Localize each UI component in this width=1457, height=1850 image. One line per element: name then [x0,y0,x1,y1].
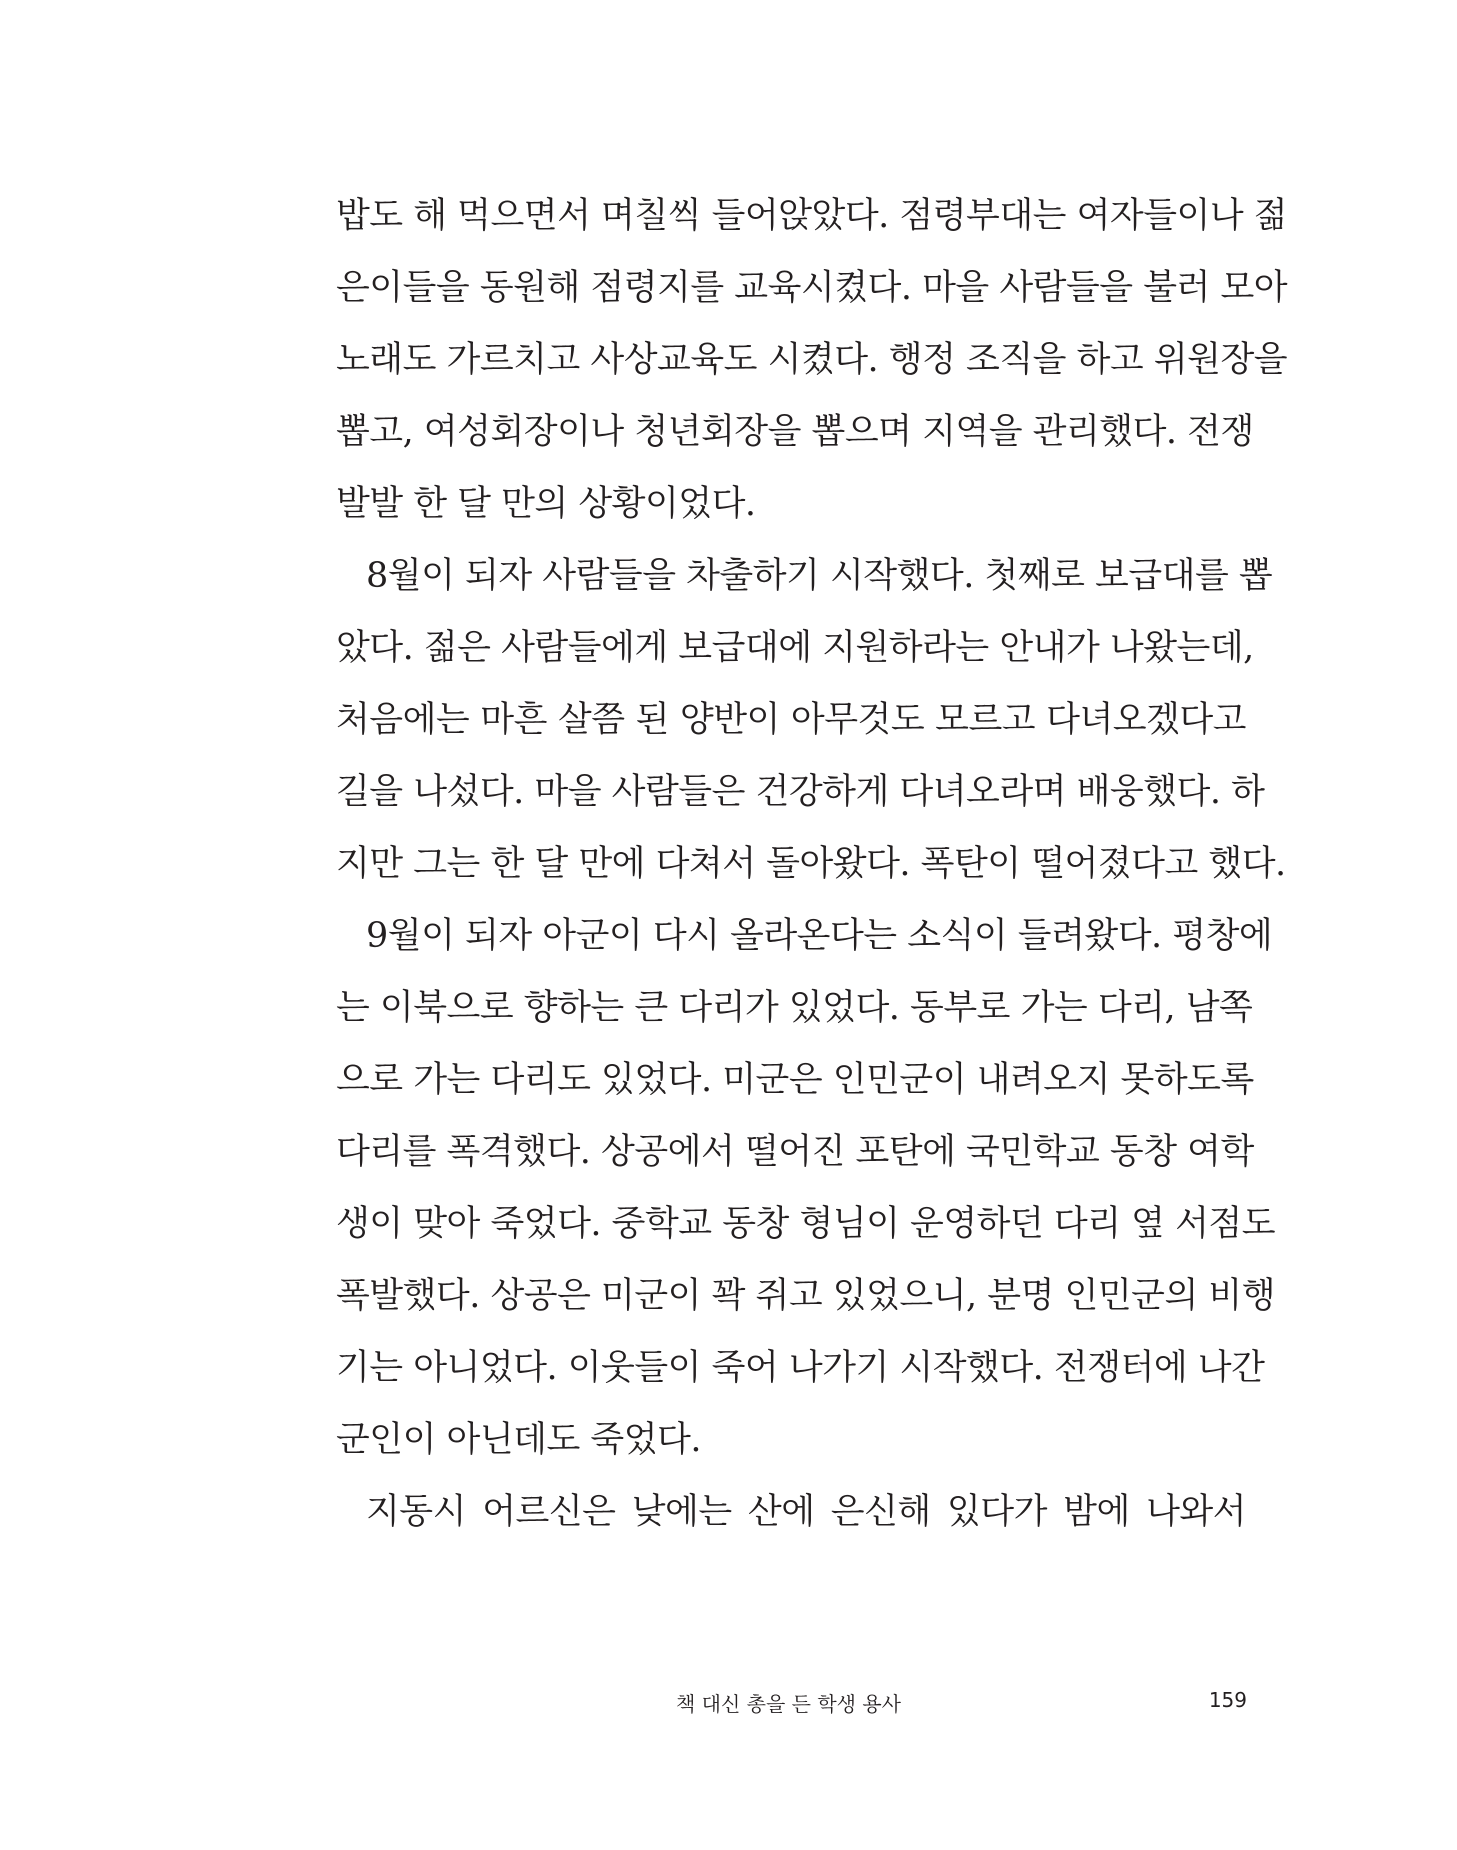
page-number: 159 [1208,1688,1247,1712]
text-line: 지만 그는 한 달 만에 다쳐서 돌아왔다. 폭탄이 떨어졌다고 했다. [336,844,1286,884]
text-line: 군인이 아닌데도 죽었다. [336,1420,701,1460]
text-line: 으로 가는 다리도 있었다. 미군은 인민군이 내려오지 못하도록 [336,1060,1254,1100]
text-line: 생이 맞아 죽었다. 중학교 동창 형님이 운영하던 다리 옆 서점도 [336,1204,1276,1244]
text-line: 지동시 어르신은 낮에는 산에 은신해 있다가 밤에 나와서 [366,1492,1246,1532]
text-line: 은이들을 동원해 점령지를 교육시켰다. 마을 사람들을 불러 모아 [336,268,1288,308]
text-line: 8월이 되자 사람들을 차출하기 시작했다. 첫째로 보급대를 뽑 [366,556,1273,596]
text-line: 노래도 가르치고 사상교육도 시켰다. 행정 조직을 하고 위원장을 [336,340,1288,380]
text-line: 뽑고, 여성회장이나 청년회장을 뽑으며 지역을 관리했다. 전쟁 [336,412,1254,452]
text-line: 발발 한 달 만의 상황이었다. [336,484,756,524]
running-footer-title: 책 대신 총을 든 학생 용사 [676,1692,901,1716]
text-line: 는 이북으로 향하는 큰 다리가 있었다. 동부로 가는 다리, 남쪽 [336,988,1253,1028]
text-line: 처음에는 마흔 살쯤 된 양반이 아무것도 모르고 다녀오겠다고 [336,700,1246,740]
text-line: 9월이 되자 아군이 다시 올라온다는 소식이 들려왔다. 평창에 [366,916,1273,956]
text-line: 밥도 해 먹으면서 며칠씩 들어앉았다. 점령부대는 여자들이나 젊 [336,196,1288,236]
text-line: 았다. 젊은 사람들에게 보급대에 지원하라는 안내가 나왔는데, [336,628,1254,668]
text-line: 기는 아니었다. 이웃들이 죽어 나가기 시작했다. 전쟁터에 나간 [336,1348,1265,1388]
text-line: 다리를 폭격했다. 상공에서 떨어진 포탄에 국민학교 동창 여학 [336,1132,1254,1172]
text-line: 길을 나섰다. 마을 사람들은 건강하게 다녀오라며 배웅했다. 하 [336,772,1265,812]
body-text [336,180,1288,1548]
text-line: 폭발했다. 상공은 미군이 꽉 쥐고 있었으니, 분명 인민군의 비행 [336,1276,1276,1316]
